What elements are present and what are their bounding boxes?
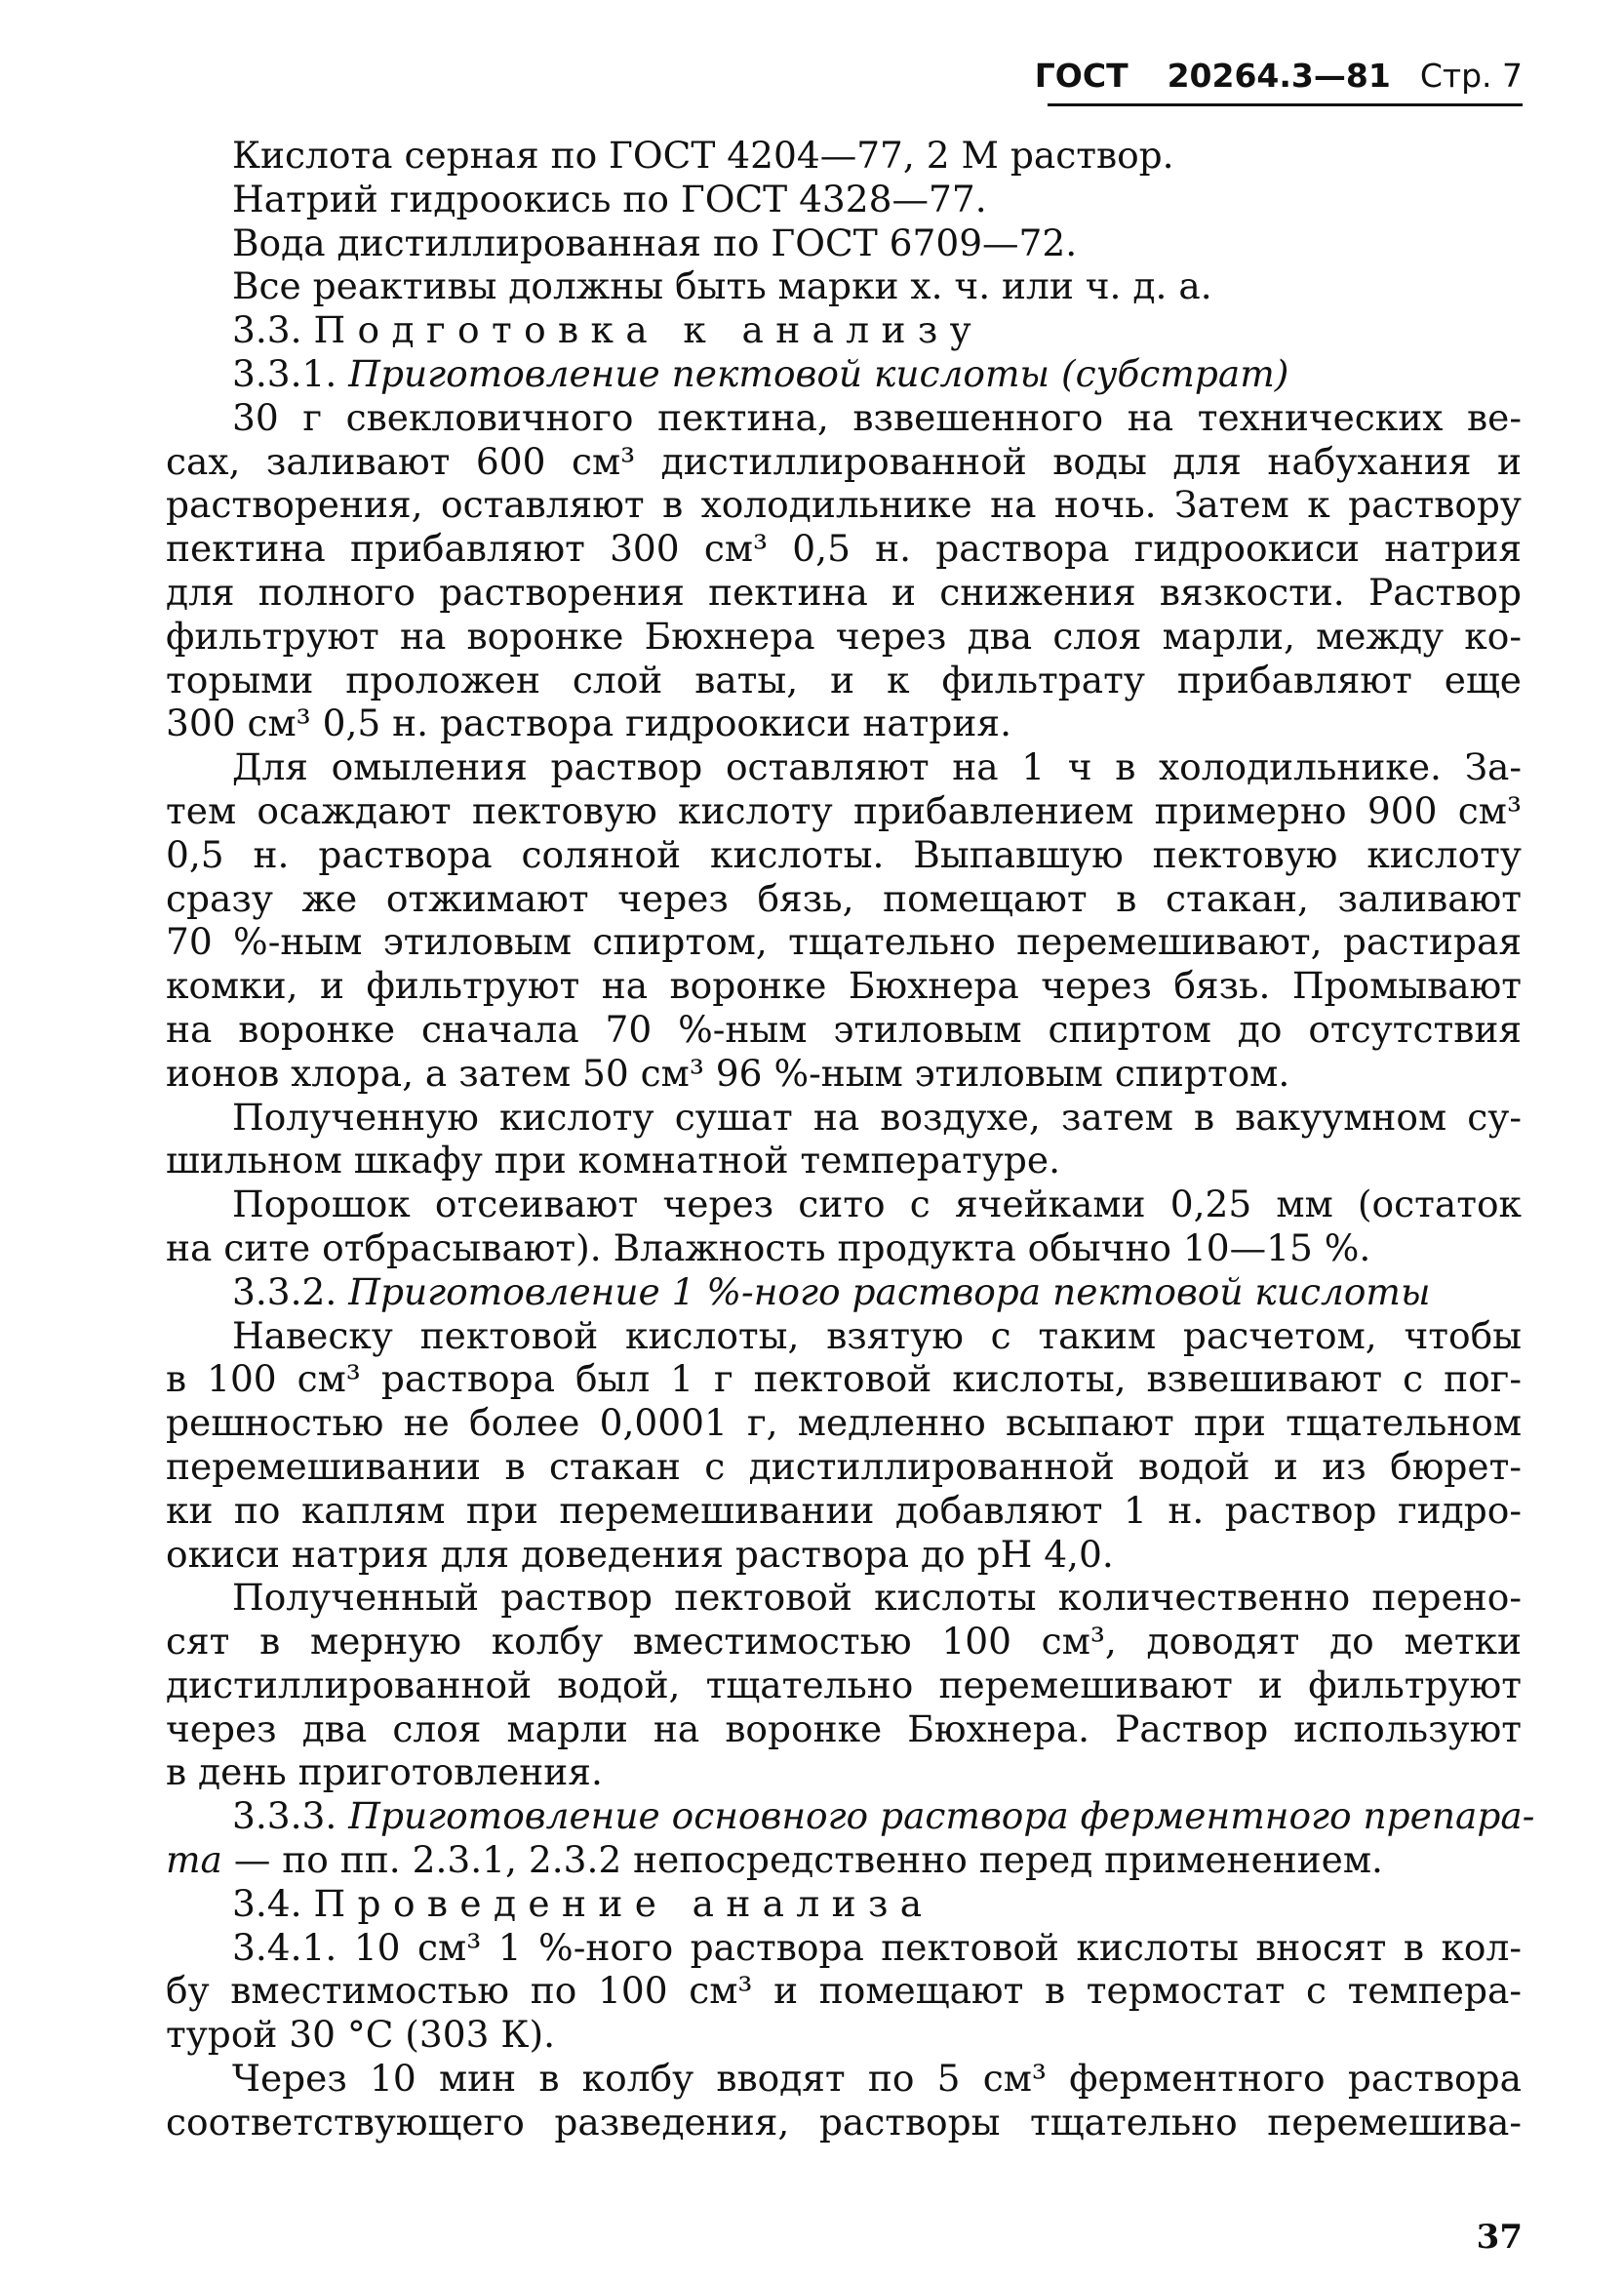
text-line: на воронке сначала 70 %-ным этиловым спиртом до отсутствия: [166, 1007, 1522, 1051]
page-header: [1035, 57, 1523, 96]
text-line: пектина прибавляют 300 см³ 0,5 н. раствора гидроокиси натрия: [166, 527, 1522, 571]
section-heading: 3.3. Подготовка к анализу: [232, 308, 984, 352]
text-line: торыми проложен слой ваты, и к фильтрату прибавляют еще: [166, 658, 1522, 702]
text-line: сят в мерную колбу вместимостью 100 см³, доводят до метки: [166, 1620, 1522, 1664]
text-line: турой 30 °С (303 К).: [166, 2013, 556, 2057]
text-line: ионов хлора, а затем 50 см³ 96 %-ным этиловым спиртом.: [166, 1051, 1290, 1095]
text-line: для полного растворения пектина и снижения вязкости. Раствор: [166, 570, 1522, 614]
text-line: Через 10 мин в колбу вводят по 5 см³ ферментного раствора: [232, 2057, 1522, 2101]
page-number: 37: [1476, 2218, 1523, 2257]
text-line: бу вместимостью по 100 см³ и помещают в термостат с темпера-: [166, 1969, 1522, 2013]
section-heading: 3.4. Проведение анализа: [232, 1881, 934, 1925]
text-line: фильтруют на воронке Бюхнера через два слоя марли, между ко-: [166, 614, 1522, 658]
body-text: [166, 134, 1535, 2145]
page-label: Стр. 7: [1419, 57, 1523, 95]
text-line: Кислота серная по ГОСТ 4204—77, 2 М раствор.: [232, 134, 1174, 177]
text-line: 70 %-ным этиловым спиртом, тщательно перемешивают, растирая: [166, 920, 1522, 964]
header-rule: [1048, 103, 1523, 106]
text-line: Навеску пектовой кислоты, взятую с таким расчетом, чтобы: [232, 1313, 1522, 1357]
text-line: 3.4.1. 10 см³ 1 %-ного раствора пектовой кислоты вносят в кол-: [232, 1925, 1522, 1969]
text-line: растворения, оставляют в холодильнике на ночь. Затем к раствору: [166, 483, 1522, 527]
text-line: сразу же отжимают через бязь, помещают в стакан, заливают: [166, 876, 1522, 920]
text-line: 30 г свекловичного пектина, взвешенного на технических ве-: [232, 395, 1522, 439]
text-line: Порошок отсеивают через сито с ячейками 0,25 мм (остаток: [232, 1183, 1522, 1226]
standard-label: ГОСТ: [1034, 57, 1129, 95]
text-line: соответствующего разведения, растворы тщательно перемешива-: [166, 2100, 1522, 2144]
subsection-heading: 3.3.1. Приготовление пектовой кислоты (субстрат): [232, 351, 1289, 395]
text-line: через два слоя марли на воронке Бюхнера. Раствор используют: [166, 1706, 1522, 1750]
text-line: Полученный раствор пектовой кислоты количественно перено-: [232, 1576, 1522, 1620]
text-line: окиси натрия для доведения раствора до pH 4,0.: [166, 1532, 1114, 1576]
text-line: Натрий гидроокись по ГОСТ 4328—77.: [232, 177, 987, 220]
text-line: Вода дистиллированная по ГОСТ 6709—72.: [232, 220, 1078, 264]
subsection-heading: 3.3.2. Приготовление 1 %-ного раствора пектовой кислоты: [232, 1269, 1431, 1313]
text-line: в день приготовления.: [166, 1750, 603, 1794]
text-line: та — по пп. 2.3.1, 2.3.2 непосредственно перед применением.: [166, 1838, 1383, 1882]
text-line: 300 см³ 0,5 н. раствора гидроокиси натрия.: [166, 702, 1012, 745]
text-line: Для омыления раствор оставляют на 1 ч в холодильнике. За-: [232, 745, 1522, 789]
text-line: на сите отбрасывают). Влажность продукта обычно 10—15 %.: [166, 1225, 1371, 1269]
text-line: перемешивании в стакан с дистиллированной водой и из бюрет-: [166, 1444, 1522, 1488]
subsection-heading: 3.3.3. Приготовление основного раствора ферментного препара-: [232, 1794, 1535, 1838]
text-line: 0,5 н. раствора соляной кислоты. Выпавшую пектовую кислоту: [166, 832, 1522, 876]
text-line: Все реактивы должны быть марки х. ч. или ч. д. а.: [232, 264, 1212, 308]
text-line: ки по каплям при перемешивании добавляют 1 н. раствор гидро-: [166, 1488, 1522, 1532]
text-line: решностью не более 0,0001 г, медленно всыпают при тщательном: [166, 1401, 1522, 1445]
standard-number: 20264.3—81: [1167, 57, 1391, 95]
text-line: дистиллированной водой, тщательно перемешивают и фильтруют: [166, 1663, 1522, 1706]
text-line: в 100 см³ раствора был 1 г пектовой кислоты, взвешивают с пог-: [166, 1357, 1522, 1401]
text-line: сах, заливают 600 см³ дистиллированной воды для набухания и: [166, 439, 1522, 483]
text-line: комки, и фильтруют на воронке Бюхнера через бязь. Промывают: [166, 964, 1522, 1008]
text-line: шильном шкафу при комнатной температуре.: [166, 1139, 1061, 1183]
text-line: Полученную кислоту сушат на воздухе, затем в вакуумном су-: [232, 1095, 1522, 1139]
text-line: тем осаждают пектовую кислоту прибавлением примерно 900 см³: [166, 788, 1522, 832]
